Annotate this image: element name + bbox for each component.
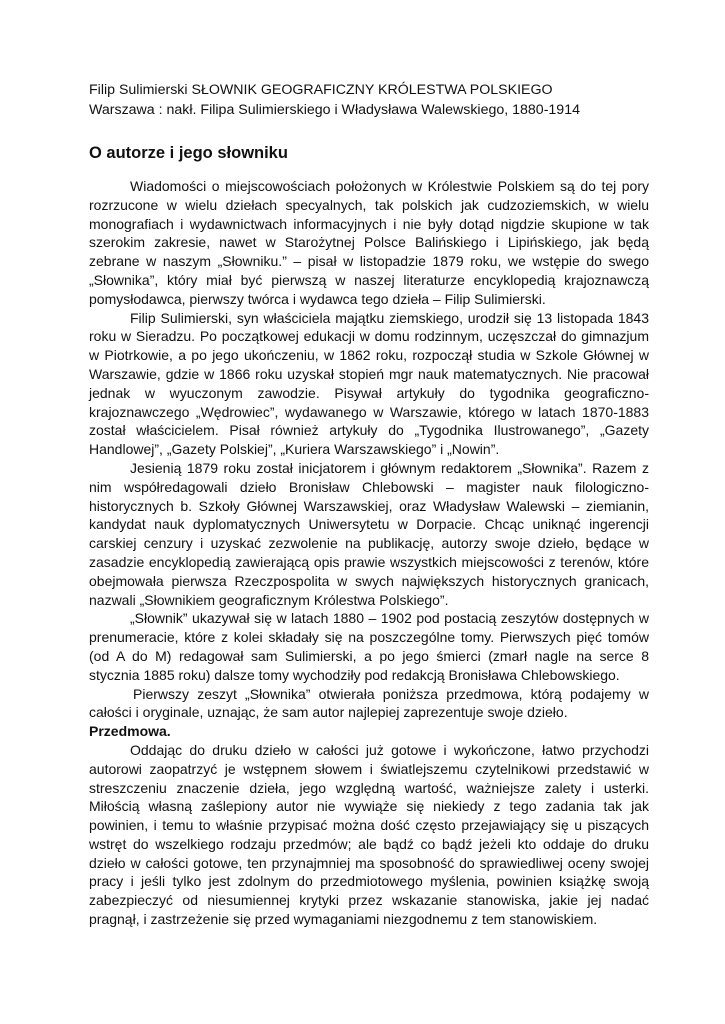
header-publisher-line: Warszawa : nakł. Filipa Sulimierskiego i Władysława Walewskiego, 1880-1914: [89, 102, 580, 118]
paragraph-publication: „Słownik” ukazywał się w latach 1880 – 1902 pod postacią zeszytów dostępnych w prenumeracie, które z kolei składały się na poszczególne tomy. Pierwszych pięć tomów (od A do M) redagował sam Sulimierski, a po jego śmierci (zmarł nagle na serce 8 stycznia 1885 roku) dalsze tomy wychodziły pod redakcją Bronisława Chlebowskiego.: [89, 610, 649, 683]
section-title: O autorze i jego słowniku: [89, 144, 288, 162]
paragraph-biography: Filip Sulimierski, syn właściciela majątku ziemskiego, urodził się 13 listopada 1843 roku w Sieradzu. Po początkowej edukacji w domu rodzinnym, uczęszczał do gimnazjum w Piotrkowie, a po jego ukończeniu, w 1862 roku, rozpoczął studia w Szkole Głównej w Warszawie, gdzie w 1866 roku uzyskał stopień mgr nauk matematycznych. Nie pracował jednak w wyuczonym zawodzie. Pisywał artykuły do tygodnika geograficzno-krajoznawczego „Wędrowiec”, wydawanego w Warszawie, którego w latach 1870-1883 został właścicielem. Pisał również artykuły do „Tygodnika Ilustrowanego”, „Gazety Handlowej”, „Gazety Polskiej”, „Kuriera Warszawskiego” i „Nowin”.: [89, 309, 649, 458]
bibliographic-header: [89, 80, 649, 120]
header-title-line: Filip Sulimierski SŁOWNIK GEOGRAFICZNY KRÓLESTWA POLSKIEGO: [89, 82, 553, 98]
preface-text: Oddając do druku dzieło w całości już gotowe i wykończone, łatwo przychodzi autorowi zaopatrzyć je wstępnem słowem i światlejszemu czytelnikowi przedstawić w streszczeniu znaczenie dzieła, jego względną wartość, ważniejsze zalety i usterki. Miłością własną zaślepiony autor nie wywiąże się niekiedy z tego zadania tak jak powinien, i temu to właśnie przypisać można dość często przejawiający się u piszących wstręt do wszelkiego rodzaju przedmów; ale bądź co bądź jeżeli kto oddaje do druku dzieło w całości gotowe, ten przynajmniej ma sposobność do sprawiedliwej oceny swojej pracy i jeśli tylko jest zdolnym do przedmiotowego myślenia, powinien książkę swoją zabezpieczyć od niesumiennej krytyki przez wskazanie stanowiska, jakie jej nadać pragnął, i zastrzeżenie się przed wymaganiami niezgodnemu z tem stanowiskiem.: [89, 741, 649, 928]
body-text: [89, 177, 649, 929]
preface-heading: Przedmowa.: [89, 723, 171, 740]
paragraph-intro: Wiadomości o miejscowościach położonych w Królestwie Polskiem są do tej pory rozrzucone w wielu dziełach specyalnych, tak polskich jak cudzoziemskich, w wielu monografiach i wydawnictwach informacyjnych i nie były dotąd nigdzie skupione w tak szerokim zakresie, nawet w Starożytnej Polsce Balińskiego i Lipińskiego, jak będą zebrane w naszym „Słowniku.” – pisał w listopadzie 1879 roku, we wstępie do swego „Słownika”, który miał być pierwszą w naszej literaturze encyklopedią krajoznawczą pomysłodawca, pierwszy twórca i wydawca tego dzieła – Filip Sulimierski.: [89, 178, 649, 307]
paragraph-editors: Jesienią 1879 roku został inicjatorem i głównym redaktorem „Słownika”. Razem z nim współredagowali dzieło Bronisław Chlebowski – magister nauk filologiczno-historycznych b. Szkoły Głównej Warszawskiej, oraz Władysław Walewski – ziemianin, kandydat nauk dyplomatycznych Uniwersytetu w Dorpacie. Chcąc uniknąć ingerencji carskiej cenzury i uzyskać zezwolenie na publikację, autorzy swoje dzieło, będące w zasadzie encyklopedią zawierającą opis prawie wszystkich miejscowości z terenów, które obejmowała pierwsza Rzeczpospolita w swych największych historycznych granicach, nazwali „Słownikiem geograficznym Królestwa Polskiego”.: [89, 459, 649, 608]
paragraph-first-issue: Pierwszy zeszyt „Słownika” otwierała poniższa przedmowa, którą podajemy w całości i oryginale, uznając, że sam autor najlepiej zaprezentuje swoje dzieło.: [89, 685, 649, 721]
